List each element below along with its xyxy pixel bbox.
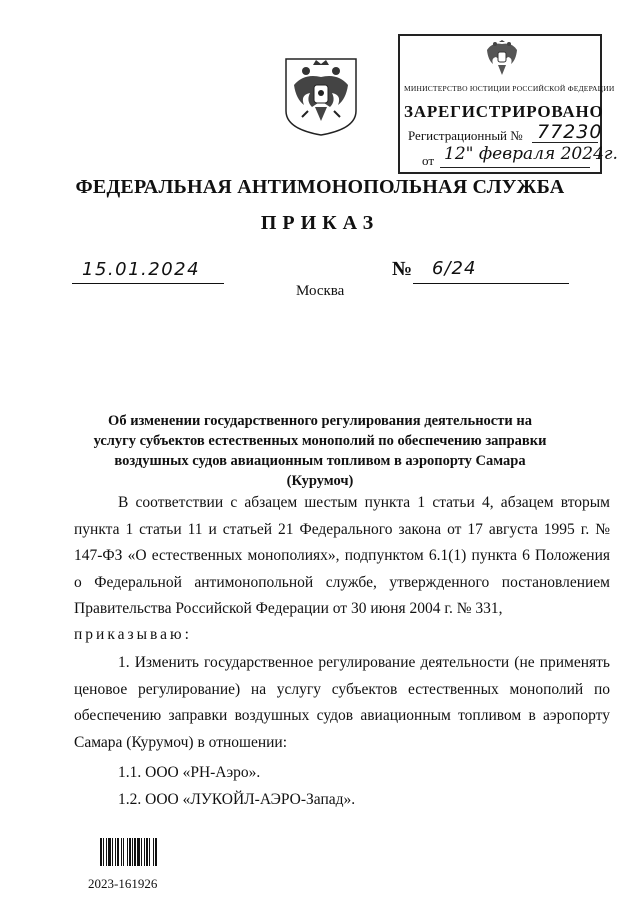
order-number-label: № bbox=[392, 258, 413, 280]
coat-of-arms-emblem bbox=[282, 55, 360, 137]
document-title: Об изменении государственного регулирования деятельности на услугу субъектов естественных монополий по обеспечению заправки воздушных судов авиационным топливом в аэропорту Самара (Курумоч) bbox=[93, 413, 547, 489]
stamp-date-prefix: от bbox=[422, 153, 435, 168]
stamp-date: 12" февраля 2024г. bbox=[444, 144, 618, 164]
order-number-underline bbox=[413, 283, 569, 284]
item-1-2: 1.2. ООО «ЛУКОЙЛ-АЭРО-Запад». bbox=[118, 791, 356, 808]
stamp-ministry: МИНИСТЕРСТВО ЮСТИЦИИ РОССИЙСКОЙ ФЕДЕРАЦИИ bbox=[404, 84, 615, 93]
preamble-paragraph: В соответствии с абзацем шестым пункта 1 статьи 4, абзацем вторым пункта 1 статьи 11 и статьей 21 Федерального закона от 17 августа 1995 г. № 147-ФЗ «О естественных монополиях», подпунктом 6.1(1) пункта 6 Положения о Федеральной антимонопольной службе, утвержденного постановлением Правительства Российской Федерации от 30 июня 2004 г. № 331, bbox=[74, 494, 610, 617]
order-date: 15.01.2024 bbox=[82, 259, 201, 280]
stamp-date-underline bbox=[440, 167, 590, 168]
item-1-paragraph: 1. Изменить государственное регулирование деятельности (не применять ценовое регулирование) на услугу субъектов естественных монополий по обеспечению заправки воздушных судов авиационным топливом в аэропорту Самара (Курумоч) в отношении: bbox=[74, 654, 610, 751]
stamp-regnum: 77230 bbox=[537, 121, 603, 143]
item-1-1: 1.1. ООО «РН-Аэро». bbox=[118, 764, 261, 781]
stamp-regnum-label: Регистрационный № bbox=[408, 128, 523, 143]
agency-name: ФЕДЕРАЛЬНАЯ АНТИМОНОПОЛЬНАЯ СЛУЖБА bbox=[75, 176, 565, 198]
document-code: 2023-161926 bbox=[88, 876, 158, 891]
order-date-underline bbox=[72, 283, 224, 284]
stamp-status: ЗАРЕГИСТРИРОВАНО bbox=[404, 102, 604, 121]
order-number: 6/24 bbox=[432, 258, 477, 279]
stamp-regnum-underline bbox=[532, 142, 598, 143]
document-type: ПРИКАЗ bbox=[260, 212, 380, 234]
city: Москва bbox=[296, 283, 345, 299]
decree-word: приказываю: bbox=[74, 626, 192, 643]
registration-stamp bbox=[398, 34, 618, 174]
stamp-emblem-icon bbox=[484, 40, 520, 78]
barcode-icon bbox=[100, 838, 174, 866]
